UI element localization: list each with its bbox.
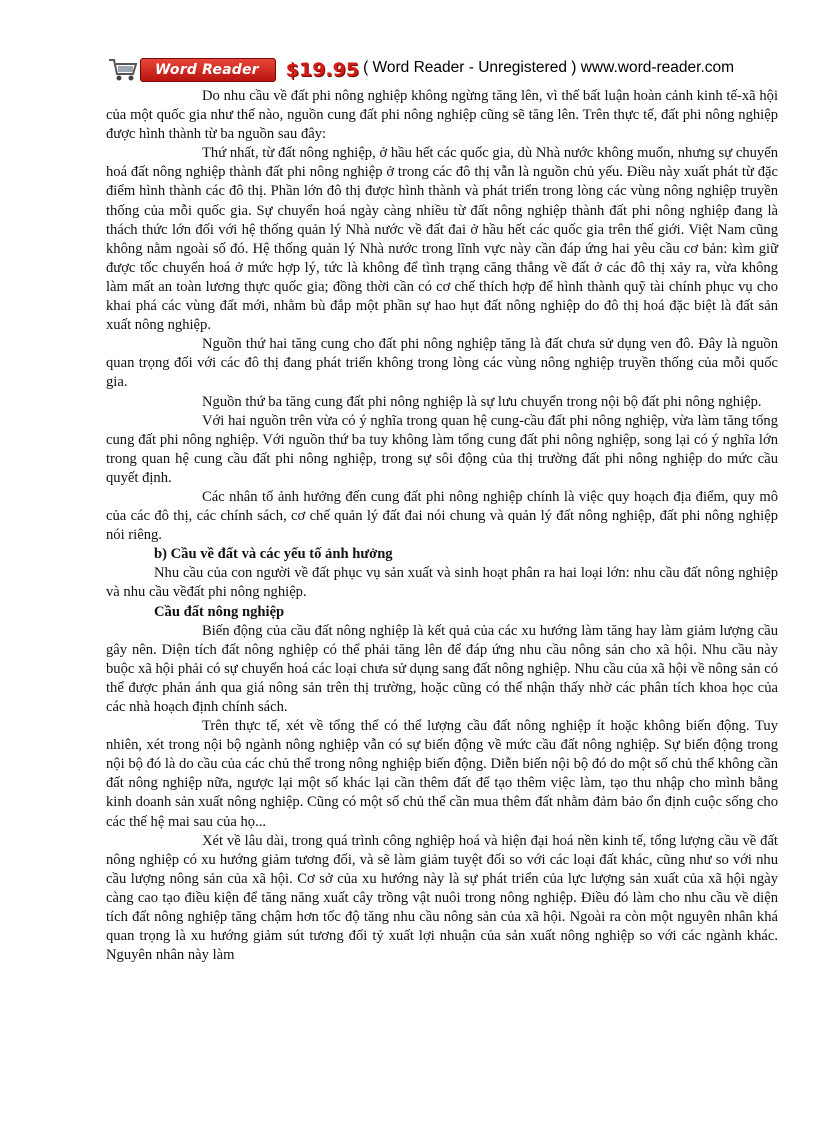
unregistered-notice[interactable]: ( Word Reader - Unregistered ) www.word-reader.com	[363, 59, 735, 76]
price-label: $19.95	[285, 59, 360, 81]
paragraph: Nhu cầu của con người về đất phục vụ sản xuất và sinh hoạt phân ra hai loại lớn: nhu cầu đất nông nghiệp và nhu cầu vềđất phi nông nghiệp.	[106, 565, 778, 601]
paragraph: Với hai nguồn trên vừa có ý nghĩa trong quan hệ cung-cầu đất phi nông nghiệp, vừa làm tăng tổng cung đất phi nông nghiệp. Với nguồn thứ ba tuy không làm tổng cung đất phi nông nghiệp, song lại có ý nghĩa lớn trong quan hệ cung cầu đất phi nông nghiệp, trong sự sôi động của thị trường đất phi nông nghiệp do mức cầu quyết định.	[106, 412, 778, 486]
paragraph: Xét về lâu dài, trong quá trình công nghiệp hoá và hiện đại hoá nền kinh tế, tổng lượng cầu về đất nông nghiệp có xu hướng giảm tương đối, và sẽ làm giảm tuyệt đối so với các loại đất khác, cũng như so với nhu cầu lượng nông sản của xã hội. Cơ sở của xu hướng này là sự phát triển của lực lượng sản xuất của xã hội ngày càng cao tạo điều kiện để tăng năng xuất cây trồng vật nuôi trong nông nghiệp. Điều đó làm cho nhu cầu về diện tích đất nông nghiệp tăng chậm hơn tốc độ tăng nhu cầu nông sản của xã hội. Ngoài ra còn một nguyên nhân khá quan trọng là xu hướng giảm sút tương đối tỷ xuất lợi nhuận của sản xuất nông nghiệp so với các ngành khác. Nguyên nhân này làm	[106, 832, 778, 964]
section-heading-b: b) Cầu về đất và các yếu tố ảnh hưởng	[154, 546, 393, 563]
paragraph: Do nhu cầu về đất phi nông nghiệp không ngừng tăng lên, vì thế bất luận hoàn cảnh kinh tế-xã hội của một quốc gia như thế nào, nguồn cung đất phi nông nghiệp cũng sẽ tăng lên. Trên thực tế, đất phi nông nghiệp được hình thành từ ba nguồn sau đây:	[106, 88, 778, 143]
paragraph: Nguồn thứ ba tăng cung đất phi nông nghiệp là sự lưu chuyển trong nội bộ đất phi nông nghiệp.	[202, 393, 762, 410]
paragraph: Các nhân tố ảnh hưởng đến cung đất phi nông nghiệp chính là việc quy hoạch địa điểm, quy mô của các đô thị, các chính sách, cơ chế quản lý đất đai nói chung và quản lý đất nông nghiệp, đất phi nông nghiệp nói riêng.	[106, 488, 778, 544]
word-reader-banner[interactable]	[108, 56, 734, 84]
document-body	[106, 87, 778, 965]
paragraph: Trên thực tế, xét về tổng thể có thể lượng cầu đất nông nghiệp ít hoặc không biến động. Tuy nhiên, xét trong nội bộ ngành nông nghiệp vẫn có sự biến động về mức cầu đất nông nghiệp. Sự biến động trong nội bộ đó là do cầu của các chủ thể trong nông nghiệp biến động. Diễn biến nội bộ đó do một số chủ thể không cần đất nông nghiệp nữa, ngược lại một số khác lại cần thêm đất để tạo thêm việc làm, tạo thu nhập cho mình bằng kinh doanh sản xuất nông nghiệp. Cũng có một số chủ thể cần mua thêm đất nhằm đảm bảo ổn định cuộc sống cho các thế hệ mai sau của họ...	[106, 718, 778, 830]
word-reader-logo: Word Reader	[140, 58, 276, 82]
shopping-cart-icon	[108, 57, 138, 83]
paragraph: Nguồn thứ hai tăng cung cho đất phi nông nghiệp tăng là đất chưa sử dụng ven đô. Đây là nguồn quan trọng đối với các đô thị đang phát triển không trong lòng các vùng nông nghiệp truyền thống của mỗi quốc gia.	[106, 336, 778, 391]
paragraph: Biến động của cầu đất nông nghiệp là kết quả của các xu hướng làm tăng hay làm giảm lượng cầu gây nên. Diện tích đất nông nghiệp có thể phải tăng lên để đáp ứng nhu cầu nông sản cho xã hội. Nhu cầu này buộc xã hội phải có sự chuyển hoá các loại chưa sử dụng sang đất nông nghiệp. Nhu cầu của xã hội về nông sản có thể được phản ánh qua giá nông sản trên thị trường, hoặc cũng có thể nhận thấy nhờ các phân tích khoa học của các nhà hoạch định chính sách.	[106, 622, 778, 715]
paragraph: Thứ nhất, từ đất nông nghiệp, ở hầu hết các quốc gia, dù Nhà nước không muốn, nhưng sự chuyển hoá đất nông nghiệp thành đất phi nông nghiệp ở trong các đô thị vẫn là nguồn chủ yếu. Điều này xuất phát từ đặc điểm hình thành các đô thị. Phần lớn đô thị được hình thành và phát triển trong lòng các vùng nông nghiệp truyền thống của mỗi quốc gia. Sự chuyển hoá ngày càng nhiều từ đất nông nghiệp thành đất phi nông nghiệp đang là thách thức lớn đối với hệ thống quản lý Nhà nước về đất đai ở hầu hết các quốc gia trên thế giới. Việt Nam cũng không nằm ngoài số đó. Hệ thống quản lý Nhà nước trong lĩnh vực này cần đáp ứng hai yêu cầu cơ bản: kìm giữ được tốc chuyển hoá ở mức hợp lý, tức là không để tình trạng căng thẳng về đất ở các đô thị xảy ra, vừa không làm mất an toàn lương thực quốc gia; đồng thời cần có cơ chế thích hợp để hình thành quỹ tài chính phục vụ cho khai phá các vùng đất mới, nhằm bù đắp một phần sự hao hụt đất nông nghiệp do đô thị hoá đặc biệt là đất sản xuất nông nghiệp.	[106, 145, 778, 334]
section-heading-agricultural-demand: Cầu đất nông nghiệp	[154, 603, 285, 620]
